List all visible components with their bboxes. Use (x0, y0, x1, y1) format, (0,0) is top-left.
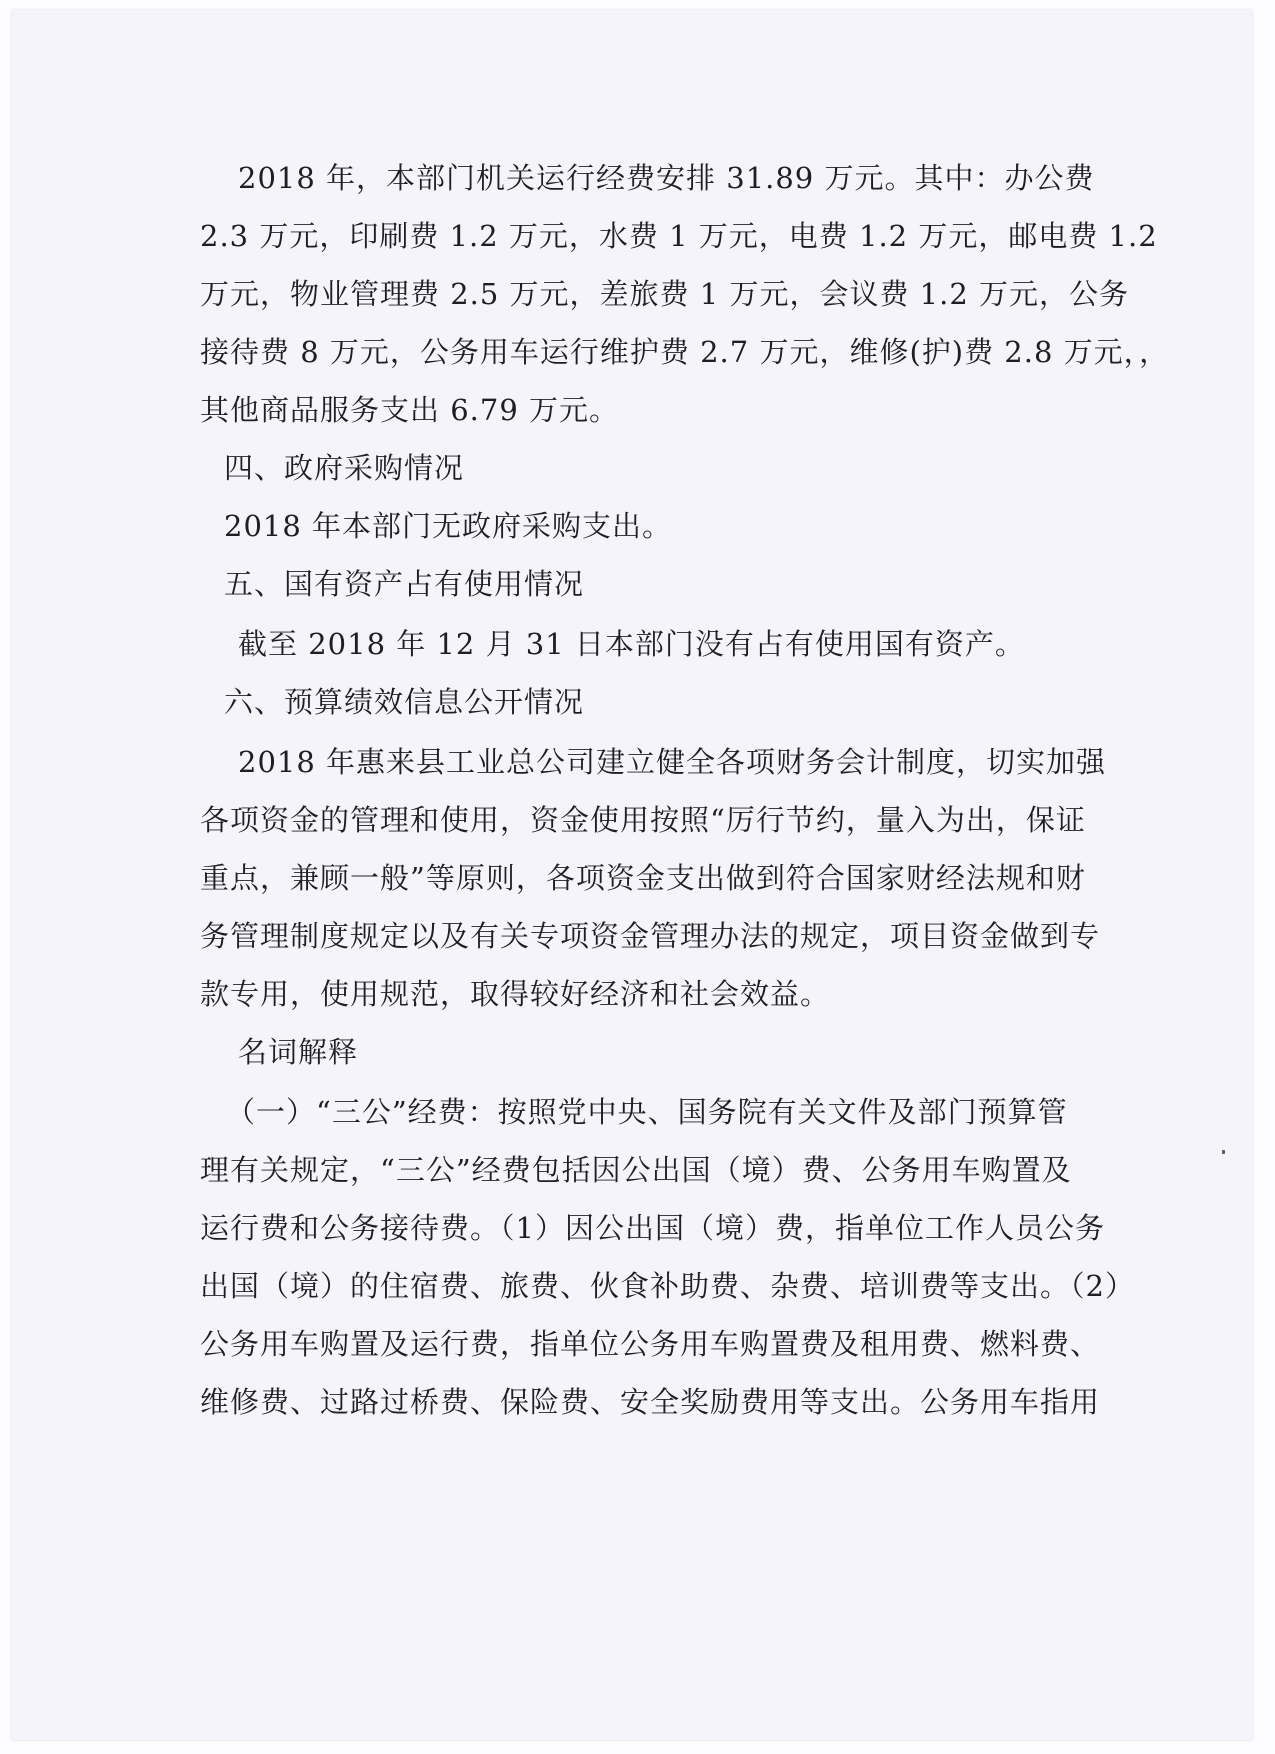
section-heading: 名词解释 (238, 1035, 359, 1069)
paragraph-line: 2018 年，本部门机关运行经费安排 31.89 万元。其中：办公费 (238, 161, 1095, 195)
paragraph-line: 理有关规定，“三公”经费包括因公出国（境）费、公务用车购置及 (200, 1153, 1072, 1187)
paragraph-line: 截至 2018 年 12 月 31 日本部门没有占有使用国有资产。 (238, 627, 1025, 661)
paragraph-line: 2018 年惠来县工业总公司建立健全各项财务会计制度，切实加强 (238, 745, 1107, 779)
paragraph-line: 2018 年本部门无政府采购支出。 (224, 509, 673, 543)
paragraph-line: 公务用车购置及运行费，指单位公务用车购置费及租用费、燃料费、 (200, 1327, 1101, 1361)
paragraph-line: （一）“三公”经费：按照党中央、国务院有关文件及部门预算管 (226, 1095, 1068, 1129)
paragraph-line: 万元，物业管理费 2.5 万元，差旅费 1 万元，会议费 1.2 万元，公务 (200, 277, 1130, 311)
paragraph-line: 运行费和公务接待费。（1）因公出国（境）费，指单位工作人员公务 (200, 1211, 1105, 1245)
paragraph-line: 接待费 8 万元，公务用车运行维护费 2.7 万元，维修(护)费 2.8 万元，， (200, 335, 1170, 369)
paragraph-line: 2.3 万元，印刷费 1.2 万元，水费 1 万元，电费 1.2 万元，邮电费 1.2 (200, 219, 1158, 253)
scan-speck (1222, 1150, 1225, 1154)
paragraph-line: 各项资金的管理和使用，资金使用按照“厉行节约，量入为出，保证 (200, 803, 1086, 837)
paragraph-line: 维修费、过路过桥费、保险费、安全奖励费用等支出。公务用车指用 (200, 1385, 1101, 1419)
paragraph-line: 款专用，使用规范，取得较好经济和社会效益。 (200, 977, 831, 1011)
section-heading: 四、政府采购情况 (224, 451, 465, 485)
paragraph-line: 重点，兼顾一般”等原则，各项资金支出做到符合国家财经法规和财 (200, 861, 1086, 895)
paragraph-line: 出国（境）的住宿费、旅费、伙食补助费、杂费、培训费等支出。（2） (200, 1269, 1135, 1303)
paragraph-line: 其他商品服务支出 6.79 万元。 (200, 393, 620, 427)
section-heading: 五、国有资产占有使用情况 (224, 567, 585, 601)
section-heading: 六、预算绩效信息公开情况 (224, 685, 585, 719)
paragraph-line: 务管理制度规定以及有关专项资金管理办法的规定，项目资金做到专 (200, 919, 1101, 953)
